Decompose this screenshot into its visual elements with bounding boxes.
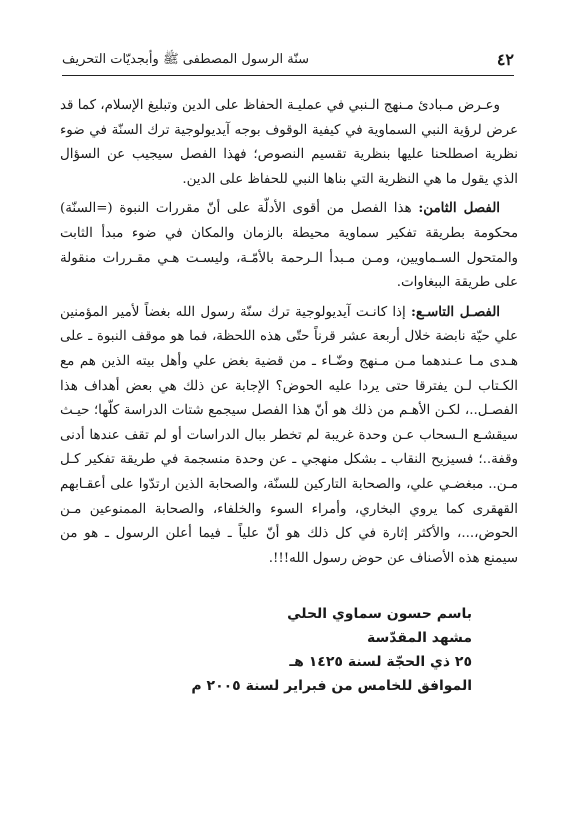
chapter-nine-heading: الفصـل التاسـع: (410, 303, 501, 320)
author-signature (180, 602, 472, 698)
gregorian-date: الموافق للخامس من فبراير لسنة ٢٠٠٥ م (191, 678, 472, 694)
author-name: باسم حسون سماوي الحلي (287, 606, 472, 622)
paragraph-chapter-eight (60, 196, 518, 295)
paragraph-intro (60, 94, 518, 192)
running-head (62, 50, 514, 72)
chapter-eight-text: هذا الفصل من أقوى الأدلّة على أنّ مقررات النبوة (=السنّة) محكومة بطريقة تفكير سماوية محيطة بالزمان والمكان في ضوء مبدأ الثابت والمتحول السـماويين، ومـن مـبدأ الـرحمة بالأمّـة، وليسـت هـي مقـررات منقولة على طريقة الببغاوات. (60, 201, 518, 291)
paragraph-intro-text: وعـرض مـبادئ مـنهج الـنبي في عمليـة الحفاظ على الدين وتبليغ الإسلام، كما قد عرض لرؤية النبي السماوية في كيفية الوقوف بوجه آيديولوجية ترك السنّة في ضوء نظرية اصطلحنا عليها بنظرية تقسيم النصوص؛ فهذا الفصل سيجيب عن السؤال الذي يقول ما هي النظرية التي بناها النبي للحفاظ على الدين. (60, 98, 518, 187)
chapter-nine-text: إذا كانـت آيديولوجية ترك سنّة رسول الله بغضاً لأمير المؤمنين علي حيّة نابضة خلال أربعة عشر قرناً حتّى هذه اللحظة، فما هو موقف النبوة ـ على هـدى مـا عـندهما مـن مـنهج وضّـاء ـ من قضية بغض علي وأهل بيته الذين هم مع الكـتاب لـن يفترقا حتى يردا عليه الحوض؟ الإجابة عن ذلك هي بعض أهداف هذا الفصـل..، لكـن الأهـم من ذلك هو أنّ هذا الفصل سيجمع شتات الدراسة كلّها؛ حيـث سيقشـع الـسحاب عـن وحدة غريبة لم تخطر ببال الدراسات أو لم تقف عندها أدنى وقفة..؛ فسيزيح النقاب ـ بشكل منهجي ـ عن وحدة منسجمة في طريقة تفكير كـل مـن.. مبغضـي علي، والصحابة التاركين للسنّة، والصحابة الذين ارتدّوا على أعقـابهم القهقرى كما يروي البخاري، وأمراء السوء والخلفاء، والصحابة الممنوعين مـن الحوض،...، والأكثر إثارة في كل ذلك هو أنّ علياً ـ فيما أعلن الرسول ـ هو من سيمنع هذه الأصناف عن حوض رسول الله!!!. (60, 304, 518, 566)
author-place: مشهد المقدّسة (367, 630, 472, 646)
body-text (60, 94, 518, 571)
paragraph-chapter-nine (60, 300, 518, 572)
hijri-date: ٢٥ ذي الحجّة لسنة ١٤٢٥ هـ (289, 654, 472, 670)
chapter-eight-heading: الفصل الثامن: (418, 200, 500, 217)
page-number: ٤٢ (496, 50, 514, 69)
header-rule (62, 75, 514, 76)
running-title: سنّة الرسول المصطفى ﷺ وأبجديّات التحريف (62, 52, 310, 67)
